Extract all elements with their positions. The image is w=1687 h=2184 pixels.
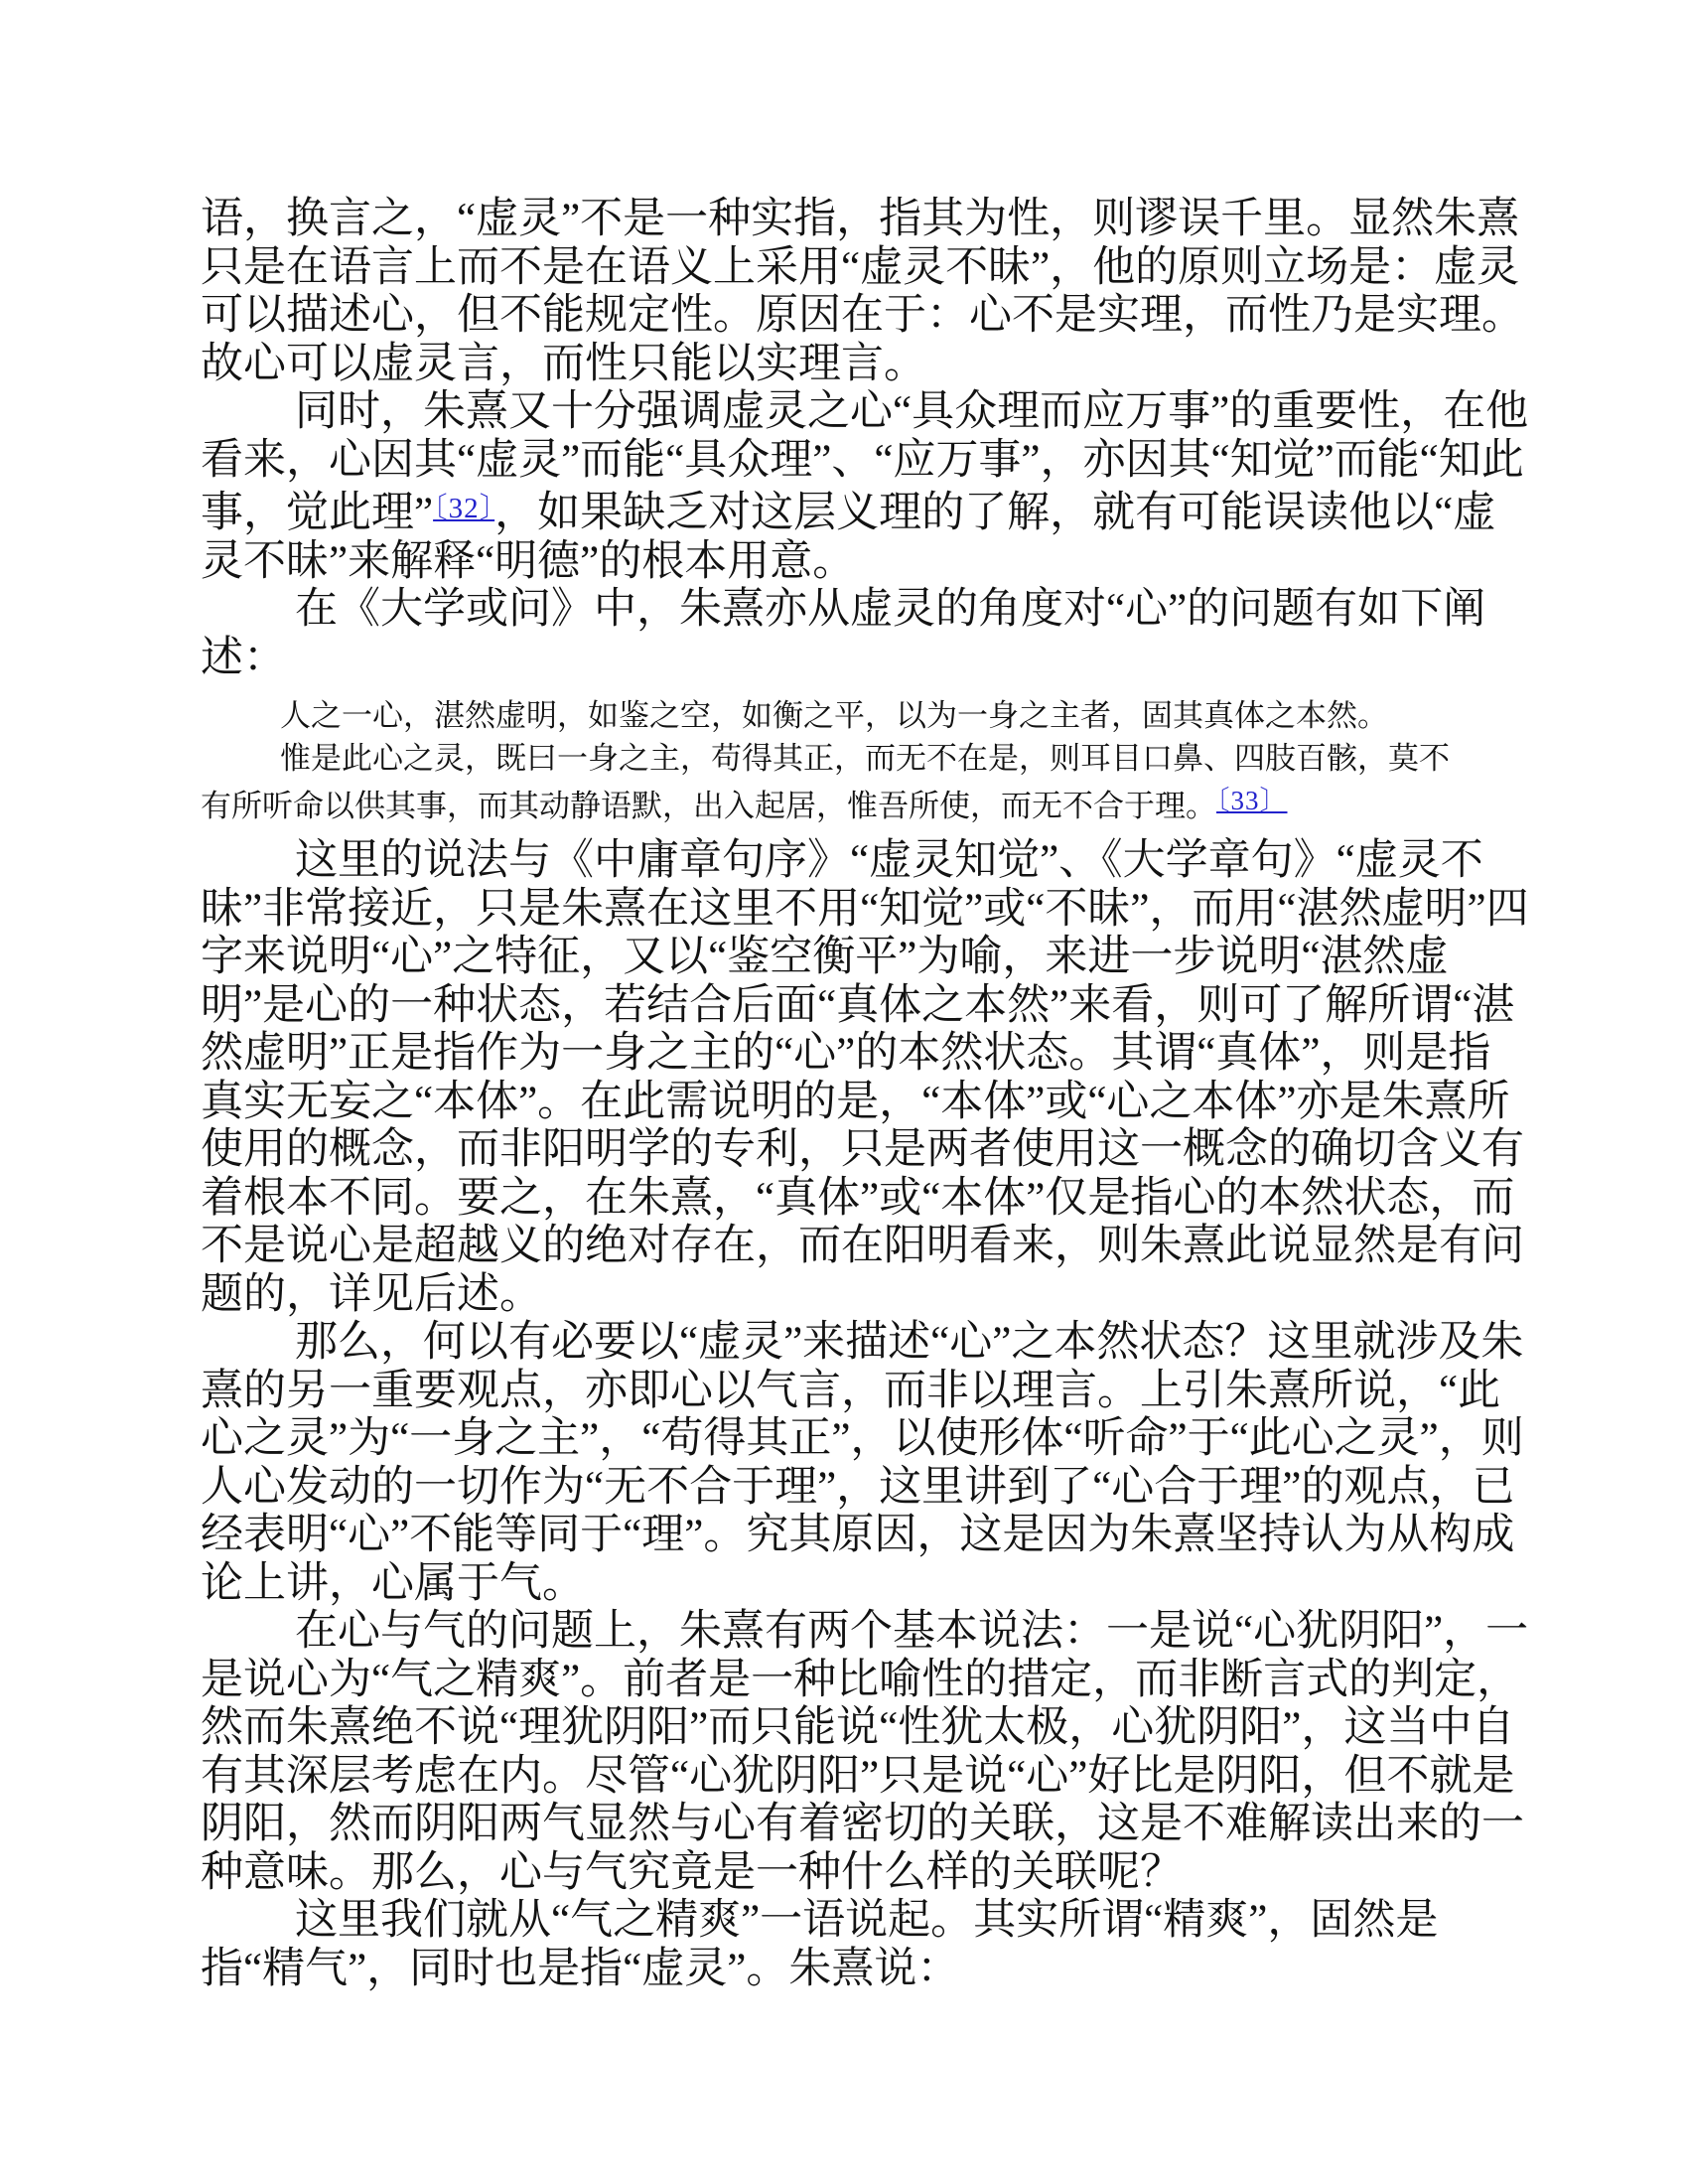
text-segment: 有所听命以供其事，而其动静语默，出入起居，惟吾所使，而无不合于理。 [201,789,1216,823]
text-segment: 语，换言之，“虚灵”不是一种实指，指其为性，则谬误千里。显然朱熹 [201,196,1520,242]
text-segment: 事，觉此理” [201,490,434,536]
text-line [201,292,1611,341]
text-line [201,244,1611,293]
text-segment: 不是说心是超越义的绝对存在，而在阳明看来，则朱熹此说显然是有问 [201,1223,1524,1269]
text-line [201,1415,1611,1464]
text-segment: 同时，朱熹又十分强调虚灵之心“具众理而应万事”的重要性，在他 [295,388,1529,435]
text-line [201,1464,1611,1513]
text-line [201,1608,1611,1657]
text-line [201,538,1611,587]
text-line [201,1223,1611,1271]
text-segment: ，如果缺乏对这层义理的了解，就有可能误读他以“虚 [494,490,1496,536]
text-segment: 种意味。那么，心与气究竟是一种什么样的关联呢？ [201,1848,1183,1896]
text-segment: 论上讲，心属于气。 [201,1559,585,1607]
footnote-ref-32[interactable]: 〔32〕 [433,493,495,524]
text-segment: 然虚明”正是指作为一身之主的“心”的本然状态。其谓“真体”，则是指 [201,1030,1491,1077]
text-segment: 在《大学或问》中，朱熹亦从虚灵的角度对“心”的问题有如下阐 [295,586,1486,633]
text-segment: 在心与气的问题上，朱熹有两个基本说法：一是说“心犹阴阳”，一 [295,1608,1529,1655]
text-line [201,837,1611,886]
text-segment: 阴阳，然而阴阳两气显然与心有着密切的关联，这是不难解读出来的一 [201,1801,1524,1847]
text-line [201,1704,1611,1753]
text-segment: 题的，详见后述。 [201,1270,542,1318]
text-segment: 昧”非常接近，只是朱熹在这里不用“知觉”或“不昧”，而用“湛然虚明”四 [201,885,1529,933]
text-line [201,1657,1611,1705]
text-line [201,437,1611,486]
text-line [201,1368,1611,1416]
text-line [201,886,1611,935]
text-line [201,934,1611,982]
text-line [201,341,1611,389]
text-line [201,1319,1611,1368]
quote-line [201,737,1611,780]
text-segment: 然而朱熹绝不说“理犹阴阳”而只能说“性犹太极，心犹阴阳”，这当中自 [201,1704,1515,1751]
text-line [201,196,1611,244]
quote-line [201,694,1611,737]
text-line [201,1560,1611,1609]
text-segment: 是说心为“气之精爽”。前者是一种比喻性的措定，而非断言式的判定， [201,1656,1520,1703]
text-segment: 熹的另一重要观点，亦即心以气言，而非以理言。上引朱熹所说，“此 [201,1367,1501,1414]
text-line [201,1897,1611,1946]
text-line [201,485,1611,538]
text-segment: 惟是此心之灵，既曰一身之主，苟得其正，而无不在是，则耳目口鼻、四肢百骸，莫不 [280,741,1450,776]
text-line [201,1753,1611,1802]
text-segment: 这里我们就从“气之精爽”一语说起。其实所谓“精爽”，固然是 [295,1897,1439,1944]
text-segment: 人心发动的一切作为“无不合于理”，这里讲到了“心合于理”的观点，已 [201,1463,1515,1511]
text-segment: 心之灵”为“一身之主”，“苟得其正”，以使形体“听命”于“此心之灵”，则 [201,1415,1524,1462]
text-segment: 看来，心因其“虚灵”而能“具众理”、“应万事”，亦因其“知觉”而能“知此 [201,436,1524,484]
text-segment: 字来说明“心”之特征，又以“鉴空衡平”为喻，来进一步说明“湛然虚 [201,934,1449,980]
text-segment: 着根本不同。要之，在朱熹，“真体”或“本体”仅是指心的本然状态，而 [201,1174,1515,1222]
text-segment: 有其深层考虑在内。尽管“心犹阴阳”只是说“心”好比是阴阳，但不就是 [201,1752,1515,1800]
text-segment: 故心可以虚灵言，而性只能以实理言。 [201,340,926,387]
text-line [201,1271,1611,1320]
text-segment: 只是在语言上而不是在语义上采用“虚灵不昧”，他的原则立场是：虚灵 [201,243,1520,291]
text-line [201,1946,1611,1994]
text-segment: 人之一心，湛然虚明，如鉴之空，如衡之平，以为一身之主者，固其真体之本然。 [280,698,1388,733]
page-content [201,196,1611,1993]
text-segment: 述： [201,634,286,681]
text-segment: 可以描述心，但不能规定性。原因在于：心不是实理，而性乃是实理。 [201,292,1524,339]
text-line [201,1079,1611,1127]
text-line [201,388,1611,437]
text-line [201,1801,1611,1849]
footnote-ref-33[interactable]: 〔33〕 [1216,786,1288,815]
text-segment: 那么，何以有必要以“虚灵”来描述“心”之本然状态？这里就涉及朱 [295,1319,1524,1366]
text-segment: 灵不昧”来解释“明德”的根本用意。 [201,537,856,585]
text-segment: 指“精气”，同时也是指“虚灵”。朱熹说： [201,1945,960,1992]
text-segment: 经表明“心”不能等同于“理”。究其原因，这是因为朱熹坚持认为从构成 [201,1512,1515,1558]
text-segment: 明”是心的一种状态，若结合后面“真体之本然”来看，则可了解所谓“湛 [201,981,1515,1029]
text-segment: 真实无妄之“本体”。在此需说明的是，“本体”或“心之本体”亦是朱熹所 [201,1078,1510,1125]
text-line [201,1175,1611,1224]
quote-line [201,780,1611,827]
text-line [201,1126,1611,1175]
text-segment: 这里的说法与《中庸章句序》“虚灵知觉”、《大学章句》“虚灵不 [295,837,1483,884]
text-segment: 使用的概念，而非阳明学的专利，只是两者使用这一概念的确切含义有 [201,1126,1524,1173]
text-line [201,1512,1611,1560]
text-line [201,1849,1611,1898]
text-line [201,982,1611,1031]
text-line [201,586,1611,635]
text-line [201,635,1611,683]
text-line [201,1030,1611,1079]
